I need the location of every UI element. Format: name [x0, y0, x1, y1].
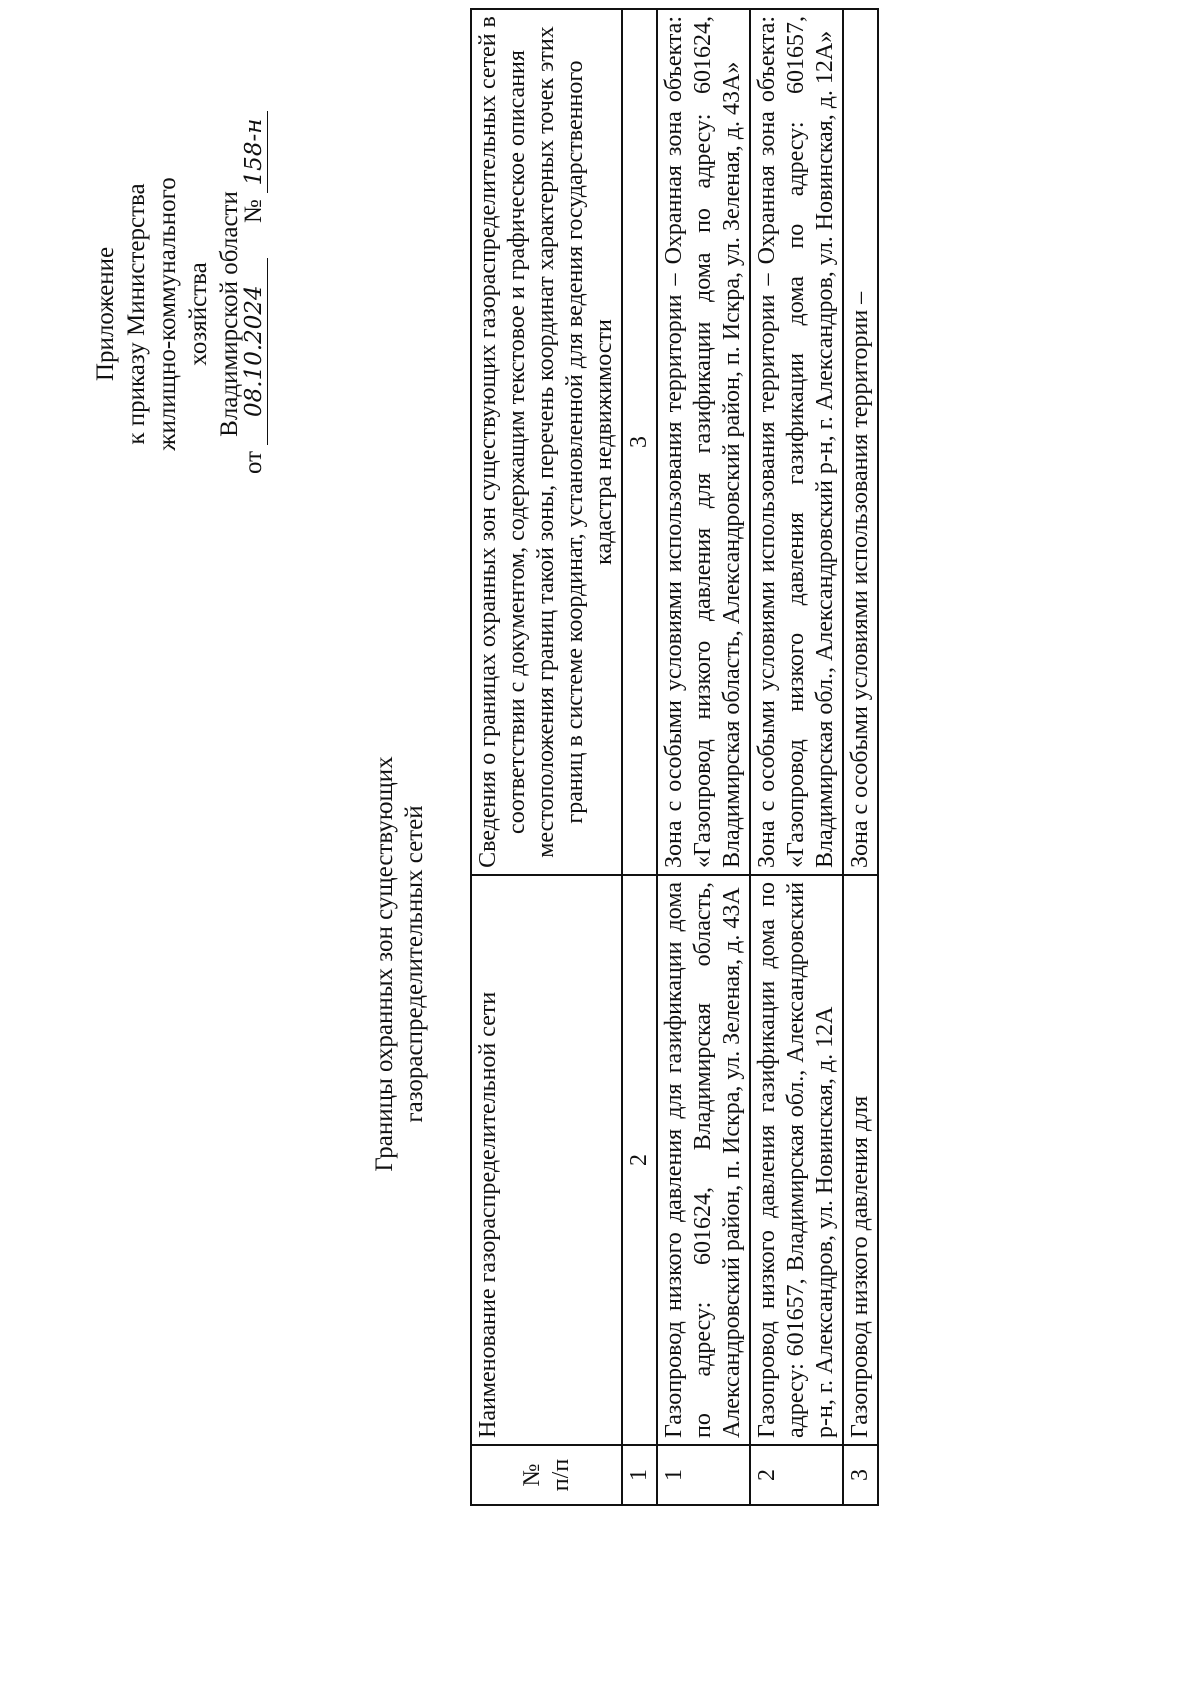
order-number-handwritten: 158-н — [241, 111, 268, 193]
header-info: Сведения о границах охранных зон существующих газораспределительных сетей в соответствии с документом, содержащим текстовое и графическое описания местоположения границ такой зоны, перечень координат характерных точек этих границ в системе координат, установленной для ведения государственного кадастра недвижимости — [471, 9, 622, 875]
title-line-2: газораспределительных сетей — [401, 805, 428, 1123]
header-line-1: Приложение — [92, 246, 119, 382]
table-row — [750, 9, 843, 1505]
order-reference — [240, 74, 268, 474]
row-num: 2 — [750, 1445, 843, 1505]
column-number-1: 1 — [622, 1445, 657, 1505]
protection-zones-table — [470, 8, 879, 1506]
header-line-3: жилищно-коммунального хозяйства — [154, 177, 212, 451]
header-line-4: Владимирской области — [216, 191, 243, 437]
row-info: Зона с особыми условиями использования территории – Охранная зона объекта: «Газопровод низкого давления для газификации дома по адресу: 601624, Владимирская область, Александровский район, п. Искра, ул. Зеленая, д. 43А» — [657, 9, 750, 875]
table-row — [657, 9, 750, 1505]
title-line-1: Границы охранных зон существующих — [371, 756, 398, 1172]
appendix-header — [90, 129, 245, 499]
row-num: 3 — [843, 1445, 878, 1505]
header-name: Наименование газораспределительной сети — [471, 875, 622, 1445]
document-title — [370, 464, 430, 1464]
column-number-row — [622, 9, 657, 1505]
row-info: Зона с особыми условиями использования территории – Охранная зона объекта: «Газопровод низкого давления газификации дома по адресу: 601657, Владимирская обл., Александровский р-н, г. Александров, ул. Новинская, д. 12А» — [750, 9, 843, 875]
header-num: № п/п — [471, 1445, 622, 1505]
order-date-handwritten: 08.10.2024 — [241, 258, 268, 445]
order-prefix: от — [240, 450, 267, 474]
table-header-row — [471, 9, 622, 1505]
table-row — [843, 9, 878, 1505]
row-info: Зона с особыми условиями использования территории – — [843, 9, 878, 875]
order-number-prefix: № — [240, 199, 267, 224]
column-number-3: 3 — [622, 9, 657, 875]
row-name: Газопровод низкого давления для — [843, 875, 878, 1445]
row-name: Газопровод низкого давления газификации дома по адресу: 601657, Владимирская обл., Александровский р-н, г. Александров, ул. Новинская, д. 12А — [750, 875, 843, 1445]
header-line-2: к приказу Министерства — [123, 183, 150, 445]
row-name: Газопровод низкого давления для газификации дома по адресу: 601624, Владимирская область, Александровский район, п. Искра, ул. Зеленая, д. 43А — [657, 875, 750, 1445]
column-number-2: 2 — [622, 875, 657, 1445]
row-num: 1 — [657, 1445, 750, 1505]
